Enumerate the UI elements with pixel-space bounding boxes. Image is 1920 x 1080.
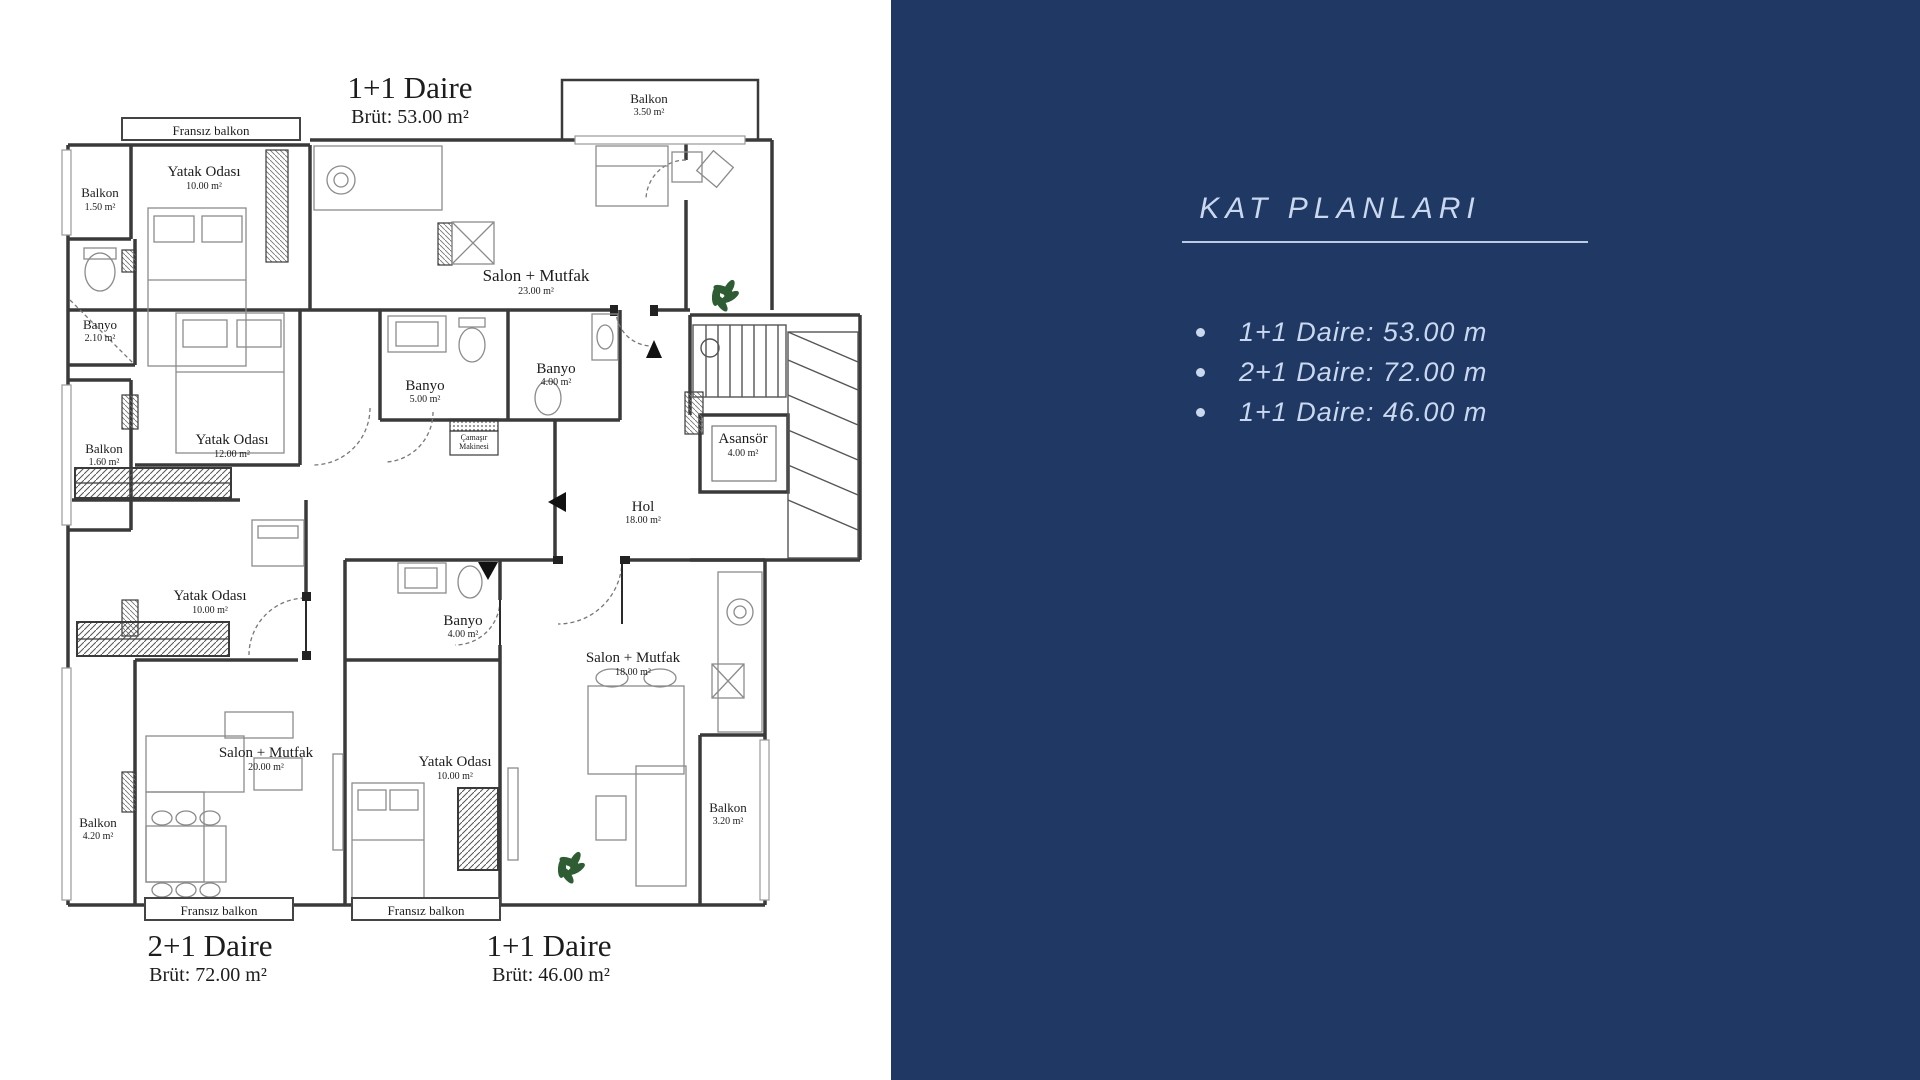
room-label-balkon-350 (630, 91, 668, 118)
room-label-banyo-210 (83, 317, 117, 344)
svg-text:Balkon: Balkon (85, 441, 123, 456)
room-label-salon-mutfak-23 (483, 266, 590, 297)
svg-text:Hol: Hol (631, 499, 655, 515)
svg-text:4.00 m²: 4.00 m² (727, 448, 759, 459)
svg-text:4.00 m²: 4.00 m² (540, 377, 572, 388)
list-item (1196, 392, 1487, 432)
room-label-yatak-odasi-mid (173, 588, 246, 616)
room-label-yatak-odasi-bottom (418, 754, 491, 782)
banner-label: Fransız balkon (172, 123, 250, 138)
list-item (1196, 312, 1487, 352)
svg-text:Yatak Odası: Yatak Odası (195, 432, 269, 448)
svg-text:1.50 m²: 1.50 m² (84, 202, 116, 213)
bullet-icon (1196, 328, 1205, 337)
door-arcs (70, 160, 686, 655)
svg-text:Banyo: Banyo (536, 361, 576, 377)
svg-text:3.20 m²: 3.20 m² (712, 816, 744, 827)
svg-text:Brüt: 53.00 m²: Brüt: 53.00 m² (351, 106, 469, 128)
svg-text:1.60 m²: 1.60 m² (88, 457, 120, 468)
room-label-yatak-odasi-12 (195, 432, 268, 460)
svg-text:Asansör: Asansör (718, 431, 768, 447)
svg-text:3.50 m²: 3.50 m² (633, 107, 665, 118)
svg-text:4.20 m²: 4.20 m² (82, 831, 114, 842)
room-label-balkon-320 (709, 800, 747, 827)
room-label-asansor (718, 431, 767, 459)
banner-label: Fransız balkon (180, 903, 258, 918)
svg-text:Salon + Mutfak: Salon + Mutfak (585, 650, 681, 666)
svg-text:Yatak Odası: Yatak Odası (418, 754, 492, 770)
svg-text:12.00 m²: 12.00 m² (214, 449, 250, 460)
svg-text:1+1 Daire: 1+1 Daire (486, 928, 612, 963)
plant-icon (711, 278, 741, 313)
svg-text:10.00 m²: 10.00 m² (186, 181, 222, 192)
svg-text:Banyo: Banyo (443, 613, 483, 629)
banner-label: Fransız balkon (387, 903, 465, 918)
bullet-icon (1196, 368, 1205, 377)
svg-text:18.00 m²: 18.00 m² (615, 667, 651, 678)
floor-plan (0, 0, 891, 1080)
list-item-label: 1+1 Daire: 46.00 m (1239, 396, 1488, 427)
apartment-title-bottom-left (147, 928, 272, 986)
svg-text:Balkon: Balkon (81, 185, 119, 200)
svg-text:23.00 m²: 23.00 m² (518, 286, 554, 297)
room-label-camasir-makinesi (459, 433, 490, 451)
bullet-icon (1196, 408, 1205, 417)
list-item (1196, 352, 1487, 392)
svg-text:10.00 m²: 10.00 m² (192, 605, 228, 616)
room-label-hol (625, 499, 661, 526)
apartment-title-top (347, 70, 472, 128)
svg-text:Brüt: 46.00 m²: Brüt: 46.00 m² (492, 964, 610, 986)
svg-text:Banyo: Banyo (405, 378, 445, 394)
wardrobes (75, 468, 498, 870)
svg-text:Salon + Mutfak: Salon + Mutfak (218, 745, 314, 761)
svg-text:1+1 Daire: 1+1 Daire (347, 70, 473, 105)
plant-icon (557, 850, 587, 885)
room-label-salon-mutfak-18 (586, 650, 681, 678)
windows (62, 136, 769, 909)
svg-text:Yatak Odası: Yatak Odası (167, 164, 241, 180)
svg-text:Balkon: Balkon (79, 815, 117, 830)
apartment-title-bottom-right (486, 928, 611, 986)
svg-text:20.00 m²: 20.00 m² (248, 762, 284, 773)
room-label-balkon-150 (81, 185, 119, 213)
title-underline (1182, 241, 1588, 243)
room-label-banyo-4-bottom (443, 613, 482, 640)
list-item-label: 2+1 Daire: 72.00 m (1239, 356, 1488, 387)
room-label-yatak-odasi-top (167, 164, 240, 192)
svg-text:Banyo: Banyo (83, 317, 117, 332)
svg-text:2+1 Daire: 2+1 Daire (147, 928, 273, 963)
svg-text:Yatak Odası: Yatak Odası (173, 588, 247, 604)
svg-text:10.00 m²: 10.00 m² (437, 771, 473, 782)
svg-text:2.10 m²: 2.10 m² (84, 333, 116, 344)
room-label-salon-mutfak-20 (219, 745, 314, 773)
svg-text:Makinesi: Makinesi (459, 442, 489, 451)
svg-text:Çamaşır: Çamaşır (460, 433, 488, 442)
apartment-size-list (1196, 312, 1487, 432)
door-leaves (306, 560, 622, 655)
svg-text:18.00 m²: 18.00 m² (625, 515, 661, 526)
room-label-banyo-5 (405, 378, 444, 405)
info-panel (891, 0, 1920, 1080)
svg-text:4.00 m²: 4.00 m² (447, 629, 479, 640)
list-item-label: 1+1 Daire: 53.00 m (1239, 316, 1488, 347)
room-label-balkon-420 (79, 815, 117, 842)
svg-text:Salon + Mutfak: Salon + Mutfak (482, 266, 590, 285)
svg-text:Brüt: 72.00 m²: Brüt: 72.00 m² (149, 964, 267, 986)
room-label-balkon-160 (85, 441, 123, 468)
page-title: KAT PLANLARI (1199, 192, 1481, 225)
svg-text:Balkon: Balkon (709, 800, 747, 815)
svg-text:Balkon: Balkon (630, 91, 668, 106)
svg-text:5.00 m²: 5.00 m² (409, 394, 441, 405)
room-label-banyo-4-top (536, 361, 575, 388)
